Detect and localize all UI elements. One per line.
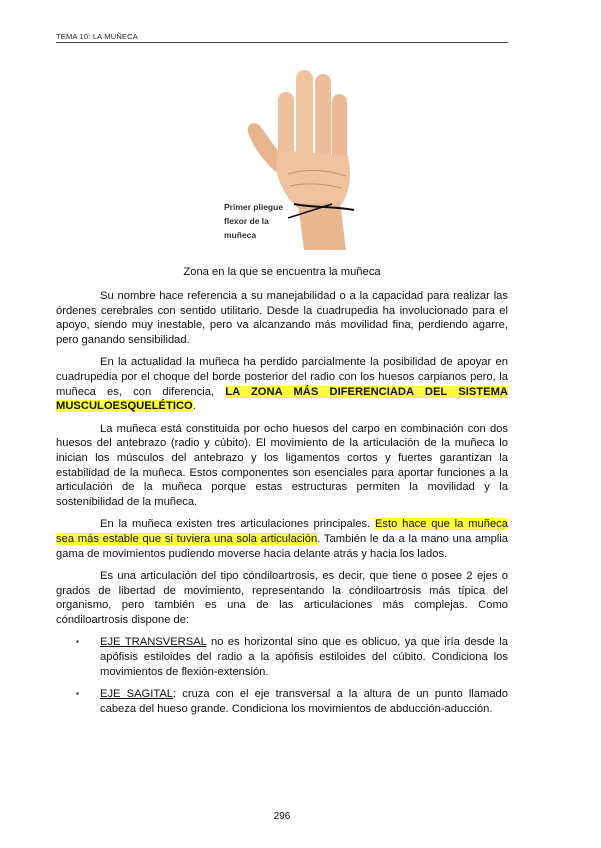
list-item-term: EJE TRANSVERSAL <box>100 636 207 649</box>
list-item-text: : cruza con el eje transversal a la altura de un punto llamado cabeza del hueso grande. Condiciona los movimientos de abducción-aducción. <box>100 688 509 715</box>
paragraph-text: . <box>192 400 196 413</box>
highlighted-text: LA ZONA MÁS DIFERENCIADA DEL SISTEMA MUSCULOESQUELÉTICO <box>56 385 508 413</box>
hand-photo-icon <box>224 64 394 250</box>
body-text <box>56 289 508 724</box>
axes-list <box>56 635 508 716</box>
list-item-text: no es horizontal sino que es oblicuo, ya que iría desde la apófisis estiloides del radio a la apófisis estiloides del cúbito. Condiciona los movimientos de flexión-extensión. <box>100 636 508 678</box>
paragraph-condyloarthrosis: Es una articulación del tipo cóndiloartrosis, es decir, que tiene o posee 2 ejes o grados de libertad de movimiento, representando la cóndiloartrosis más típica del organismo, pero también es una de las articulaciones más complejas. Como cóndiloartrosis dispone de: <box>56 570 508 626</box>
header-rule <box>56 42 508 43</box>
paragraph-current-state <box>56 355 508 413</box>
figure-label-line2: flexor de la <box>224 216 269 226</box>
running-header: TEMA 10: LA MUÑECA <box>56 32 138 41</box>
list-item <box>56 635 508 679</box>
list-item <box>56 687 508 716</box>
paragraph-joints <box>56 517 508 561</box>
paragraph-text: En la actualidad la muñeca ha perdido parcialmente la posibilidad de apoyar en cuadrupedia por el choque del borde posterior del radio con los huesos carpianos pero, la muñeca es, con diferencia, <box>56 356 508 398</box>
figure-label-line1: Primer pliegue <box>224 202 284 212</box>
list-item-term: EJE SAGITAL <box>100 688 174 701</box>
paragraph-name-origin: Su nombre hace referencia a su manejabilidad o a la capacidad para realizar las órdenes cerebrales con sentido utilitario. Desde la cuadrupedia ha involucionado para el apoyo, siendo muy inestable, pero va alcanzando más movilidad fina, perdiendo agarre, pero ganando sensibilidad. <box>56 290 508 346</box>
figure-label-line3: muñeca <box>224 230 257 240</box>
paragraph-text: . También le da a la mano una amplia gama de movimientos pudiendo moverse hacia delante atrás y hacia los lados. <box>56 532 508 560</box>
square-bullet-icon: ▪ <box>76 689 79 699</box>
page-number: 296 <box>273 811 291 822</box>
figure-caption: Zona en la que se encuentra la muñeca <box>183 266 381 278</box>
paragraph-composition: La muñeca está constituida por ocho huesos del carpo en combinación con dos huesos del antebrazo (radio y cúbito). El movimiento de la articulación de la muñeca lo inician los músculos del antebrazo y los ligamentos cortos y fuertes garantizan la estabilidad de la muñeca. Estos componentes son esenciales para aportar funciones a la articulación de la muñeca porque estas estructuras permiten la movilidad y la sostenibilidad de la muñeca. <box>56 422 508 508</box>
paragraph-text: En la muñeca existen tres articulaciones principales. <box>100 518 375 531</box>
hand-figure <box>224 64 394 250</box>
highlighted-text: Esto hace que la muñeca sea más estable que si tuviera una sola articulación <box>56 518 508 545</box>
square-bullet-icon: ▪ <box>76 637 79 647</box>
